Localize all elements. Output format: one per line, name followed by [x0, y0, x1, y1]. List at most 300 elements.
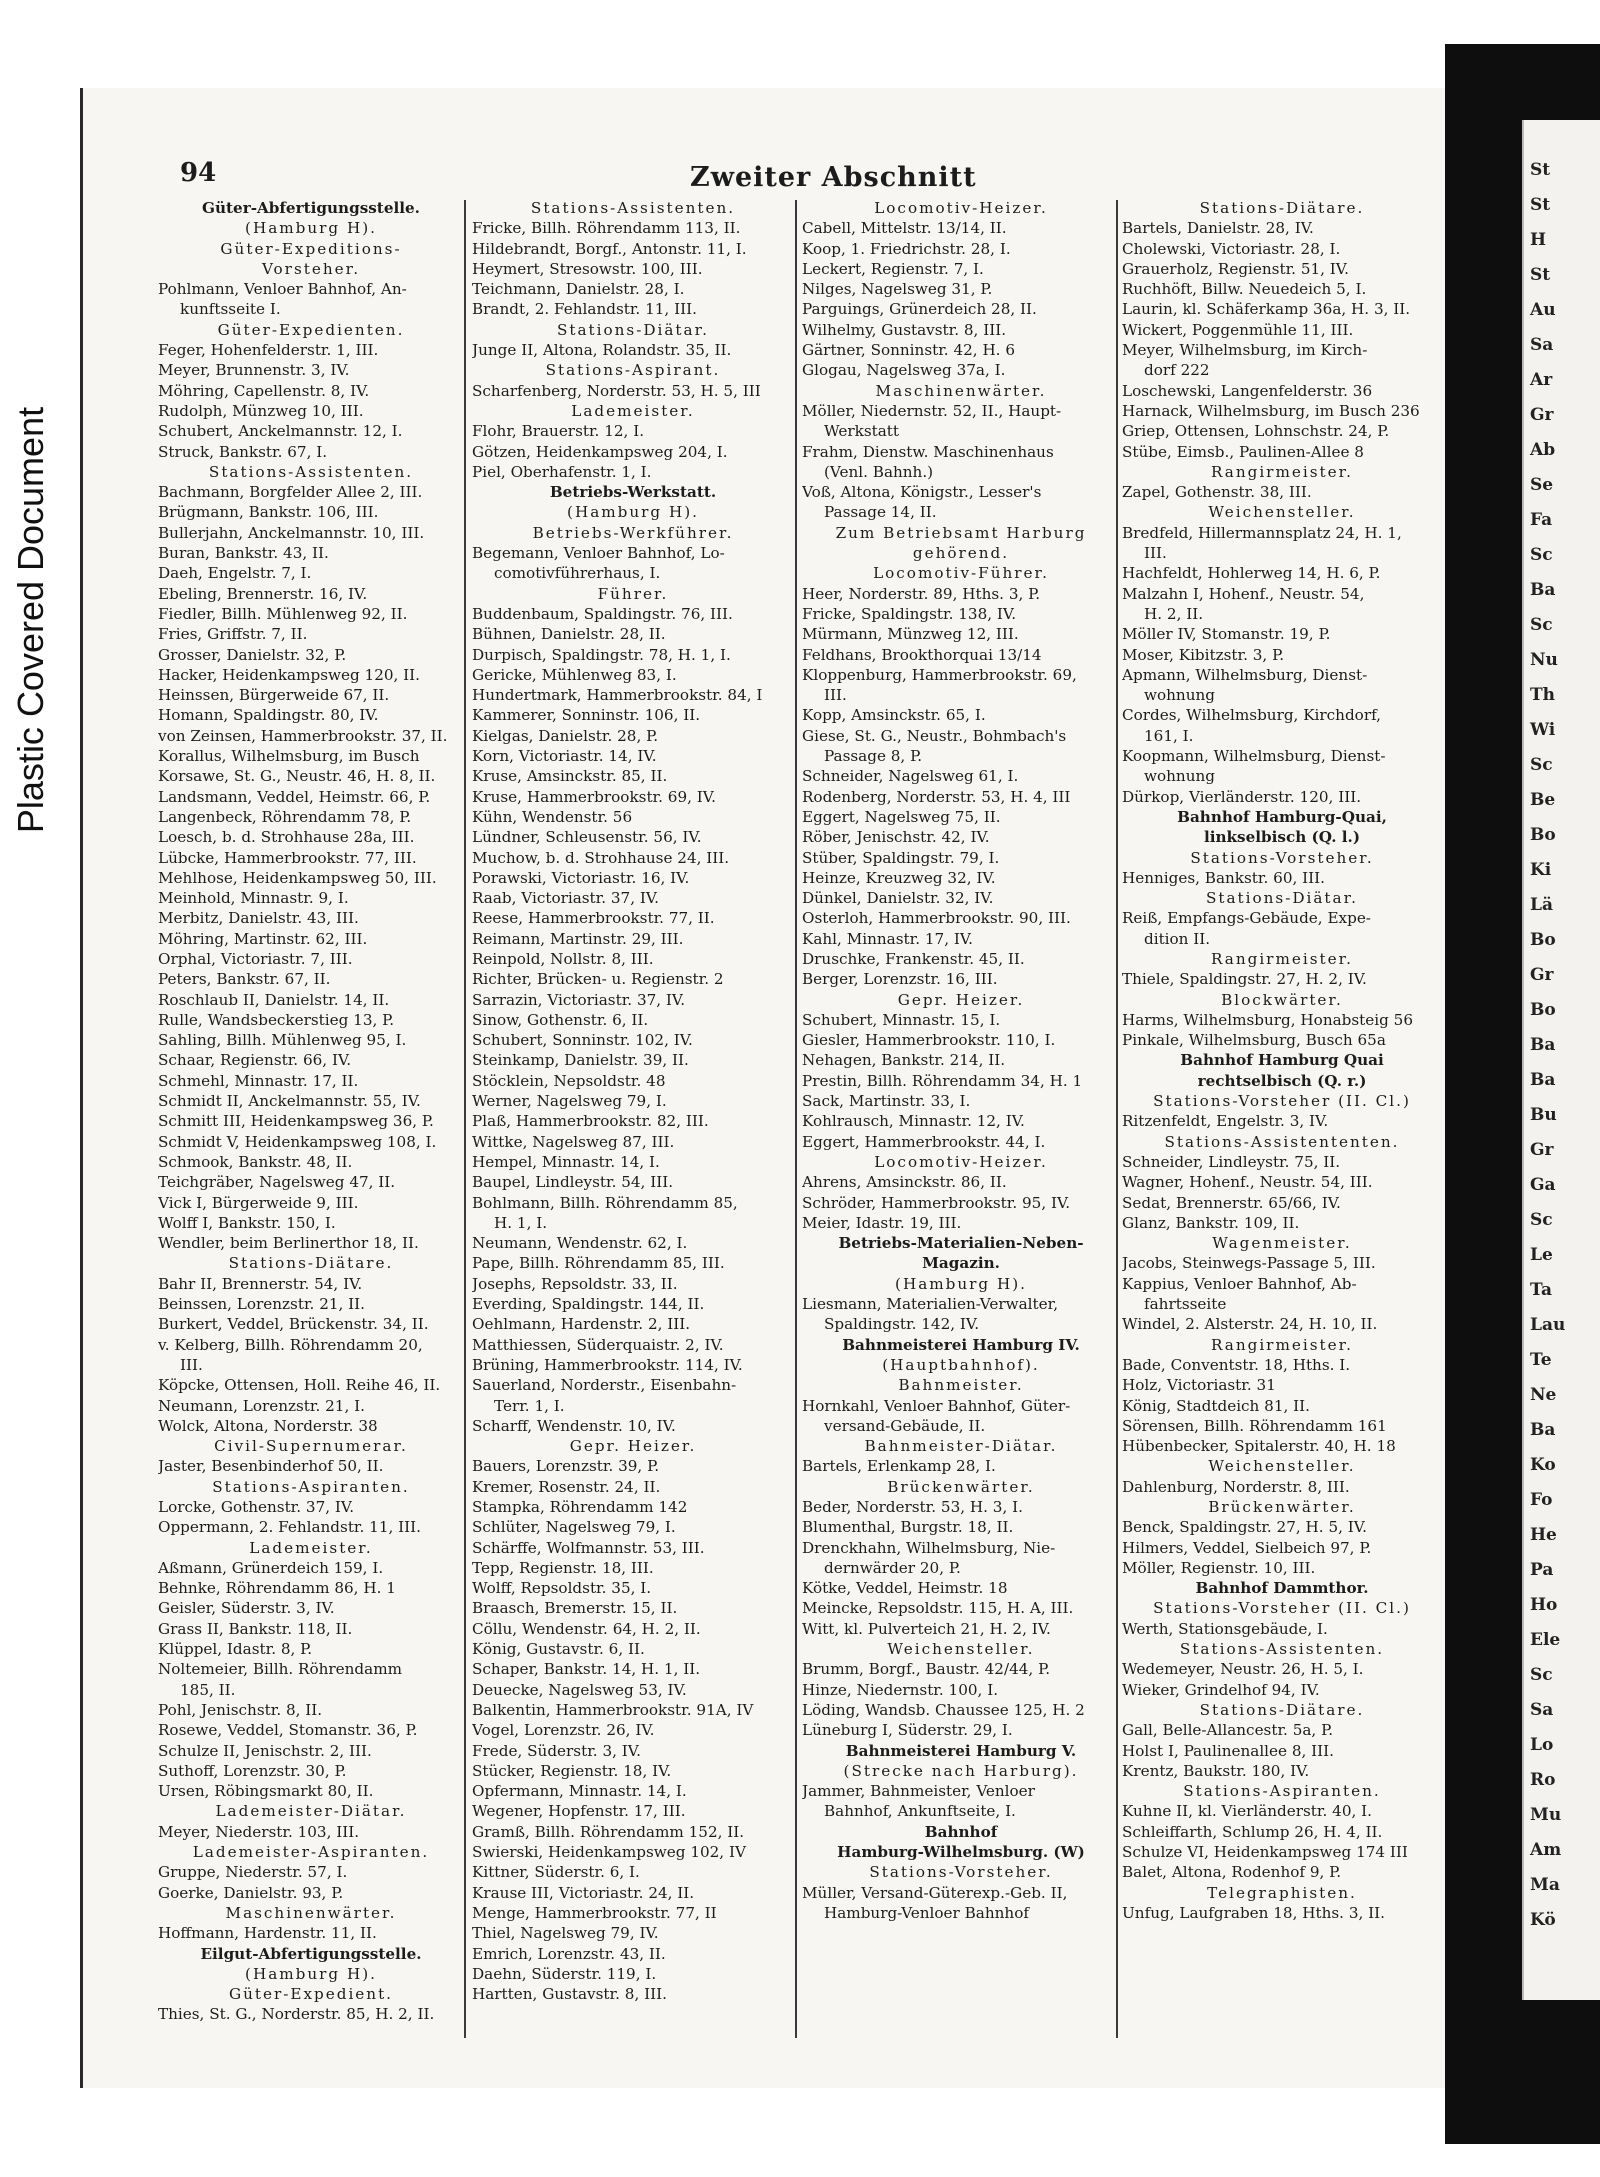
entry-line: Aßmann, Grünerdeich 159, I.	[158, 1558, 384, 1577]
station-heading: Magazin.	[922, 1254, 1000, 1273]
entry-line: Schmidt V, Heidenkampsweg 108, I.	[158, 1132, 437, 1151]
entry-line: Wolck, Altona, Norderstr. 38	[158, 1416, 378, 1435]
entry-line: Feldhans, Brookthorquai 13/14	[802, 645, 1042, 664]
entry-line: Sauerland, Norderstr., Eisenbahn-	[472, 1376, 737, 1395]
next-page-fragment: Sa	[1530, 335, 1554, 355]
entry-line: Unfug, Laufgraben 18, Hths. 3, II.	[1122, 1903, 1385, 1922]
entry-line: Dürkop, Vierländerstr. 120, III.	[1122, 787, 1362, 806]
next-page-fragment: Ab	[1530, 440, 1556, 460]
next-page-fragment: Mu	[1530, 1805, 1562, 1825]
entry-line: Schubert, Minnastr. 15, I.	[802, 1010, 1001, 1029]
entry-line: Frede, Süderstr. 3, IV.	[472, 1741, 641, 1760]
entry-line: Meier, Idastr. 19, III.	[802, 1213, 962, 1232]
entry-line: Sarrazin, Victoriastr. 37, IV.	[472, 990, 686, 1009]
entry-line: Dahlenburg, Norderstr. 8, III.	[1122, 1477, 1350, 1496]
entry-continuation: H. 2, II.	[1144, 604, 1204, 623]
entry-line: Drenckhahn, Wilhelmsburg, Nie-	[802, 1538, 1056, 1557]
next-page-fragment: Ba	[1530, 1420, 1556, 1440]
next-page-fragment: Te	[1530, 1350, 1552, 1370]
next-page-fragment: Pa	[1530, 1560, 1554, 1580]
entry-line: Sack, Martinstr. 33, I.	[802, 1092, 971, 1111]
next-page-fragment: Th	[1530, 685, 1556, 705]
section-heading: Stations-Aspiranten.	[1183, 1782, 1381, 1801]
entry-continuation: III.	[1144, 544, 1167, 563]
next-page-fragment: Ga	[1530, 1175, 1556, 1195]
entry-line: Reese, Hammerbrookstr. 77, II.	[472, 909, 715, 928]
entry-line: Krentz, Baukstr. 180, IV.	[1122, 1761, 1310, 1780]
entry-line: Reinpold, Nollstr. 8, III.	[472, 949, 654, 968]
entry-line: Leckert, Regienstr. 7, I.	[802, 259, 984, 278]
entry-line: Daeh, Engelstr. 7, I.	[158, 564, 312, 583]
entry-line: Schmehl, Minnastr. 17, II.	[158, 1071, 359, 1090]
entry-line: Korsawe, St. G., Neustr. 46, H. 8, II.	[158, 767, 436, 786]
entry-line: Porawski, Victoriastr. 16, IV.	[472, 868, 690, 887]
entry-line: Gärtner, Sonninstr. 42, H. 6	[802, 341, 1016, 360]
entry-line: Kloppenburg, Hammerbrookstr. 69,	[802, 665, 1077, 684]
entry-line: Jammer, Bahnmeister, Venloer	[802, 1782, 1035, 1801]
entry-line: Opfermann, Minnastr. 14, I.	[472, 1782, 687, 1801]
entry-line: Pohl, Jenischstr. 8, II.	[158, 1700, 323, 1719]
entry-line: Hinze, Niedernstr. 100, I.	[802, 1680, 999, 1699]
entry-line: Peters, Bankstr. 67, II.	[158, 970, 331, 989]
entry-line: Burkert, Veddel, Brückenstr. 34, II.	[158, 1315, 429, 1334]
entry-line: Neumann, Wendenstr. 62, I.	[472, 1234, 688, 1253]
next-page-fragment: Fa	[1530, 510, 1553, 530]
entry-line: Blumenthal, Burgstr. 18, II.	[802, 1518, 1014, 1537]
next-page-fragment: Kö	[1530, 1910, 1556, 1930]
text-column-3	[802, 198, 1120, 2038]
section-heading: Bahnmeister-Diätar.	[864, 1437, 1058, 1456]
entry-line: Osterloh, Hammerbrookstr. 90, III.	[802, 909, 1071, 928]
section-heading: Stations-Assistententen.	[1164, 1132, 1400, 1151]
section-heading: Weichensteller.	[887, 1640, 1035, 1659]
entry-line: Glanz, Bankstr. 109, II.	[1122, 1213, 1300, 1232]
entry-line: Schlüter, Nagelsweg 79, I.	[472, 1518, 676, 1537]
entry-line: Kremer, Rosenstr. 24, II.	[472, 1477, 661, 1496]
next-page-fragment: Se	[1530, 475, 1554, 495]
entry-line: Hildebrandt, Borgf., Antonstr. 11, I.	[472, 239, 747, 258]
entry-line: Witt, kl. Pulverteich 21, H. 2, IV.	[802, 1619, 1051, 1638]
next-page-edge	[1522, 120, 1600, 2000]
entry-line: Möller IV, Stomanstr. 19, P.	[1122, 625, 1331, 644]
entry-line: Orphal, Victoriastr. 7, III.	[158, 949, 353, 968]
entry-line: Roschlaub II, Danielstr. 14, II.	[158, 990, 390, 1009]
entry-line: Schaar, Regienstr. 66, IV.	[158, 1051, 352, 1070]
next-page-fragment: Ma	[1530, 1875, 1560, 1895]
entry-line: Kammerer, Sonninstr. 106, II.	[472, 706, 701, 725]
section-heading: Lademeister-Aspiranten.	[192, 1843, 430, 1862]
entry-line: Geisler, Süderstr. 3, IV.	[158, 1599, 335, 1618]
entry-line: Suthoff, Lorenzstr. 30, P.	[158, 1761, 347, 1780]
entry-line: Krause III, Victoriastr. 24, II.	[472, 1883, 695, 1902]
entry-line: Rosewe, Veddel, Stomanstr. 36, P.	[158, 1721, 418, 1740]
entry-continuation: wohnung	[1144, 686, 1215, 705]
entry-line: Buran, Bankstr. 43, II.	[158, 544, 329, 563]
entry-line: Heinssen, Bürgerweide 67, II.	[158, 686, 390, 705]
entry-line: Nehagen, Bankstr. 214, II.	[802, 1051, 1006, 1070]
entry-line: Zapel, Gothenstr. 38, III.	[1122, 483, 1312, 502]
entry-line: Möhring, Martinstr. 62, III.	[158, 929, 368, 948]
entry-line: Hartten, Gustavstr. 8, III.	[472, 1985, 667, 2004]
section-heading: Weichensteller.	[1208, 1457, 1356, 1476]
entry-line: Cordes, Wilhelmsburg, Kirchdorf,	[1122, 706, 1381, 725]
entry-line: Wagner, Hohenf., Neustr. 54, III.	[1122, 1173, 1373, 1192]
entry-line: Jacobs, Steinwegs-Passage 5, III.	[1122, 1254, 1376, 1273]
section-heading: Stations-Vorsteher (II. Cl.)	[1153, 1599, 1411, 1618]
entry-line: Malzahn I, Hohenf., Neustr. 54,	[1122, 584, 1365, 603]
entry-line: Fries, Griffstr. 7, II.	[158, 625, 308, 644]
section-heading: Gepr. Heizer.	[569, 1437, 697, 1456]
entry-line: Gramß, Billh. Röhrendamm 152, II.	[472, 1822, 745, 1841]
entry-line: Schleiffarth, Schlump 26, H. 4, II.	[1122, 1822, 1383, 1841]
entry-line: Feger, Hohenfelderstr. 1, III.	[158, 341, 379, 360]
entry-line: Wedemeyer, Neustr. 26, H. 5, I.	[1122, 1660, 1364, 1679]
entry-line: Kappius, Venloer Bahnhof, Ab-	[1122, 1274, 1357, 1293]
entry-continuation: Passage 14, II.	[824, 503, 937, 522]
entry-line: Bachmann, Borgfelder Allee 2, III.	[158, 483, 423, 502]
section-heading: (Hamburg H).	[895, 1274, 1027, 1293]
section-heading: Locomotiv-Heizer.	[874, 199, 1048, 217]
column-rule	[464, 200, 466, 2038]
entry-line: Werth, Stationsgebäude, I.	[1122, 1619, 1328, 1638]
entry-line: Merbitz, Danielstr. 43, III.	[158, 909, 359, 928]
next-page-fragment: Wi	[1530, 720, 1556, 740]
entry-line: Baupel, Lindleystr. 54, III.	[472, 1173, 674, 1192]
entry-line: Neumann, Lorenzstr. 21, I.	[158, 1396, 365, 1415]
section-heading: Stations-Diätar.	[556, 320, 710, 339]
entry-line: Nilges, Nagelsweg 31, P.	[802, 280, 993, 299]
entry-line: Eggert, Nagelsweg 75, II.	[802, 807, 1001, 826]
entry-line: Beder, Norderstr. 53, H. 3, I.	[802, 1498, 1023, 1516]
section-heading: Locomotiv-Führer.	[873, 564, 1049, 583]
entry-line: Ahrens, Amsinckstr. 86, II.	[802, 1173, 1007, 1192]
station-heading: Bahnhof Dammthor.	[1195, 1579, 1369, 1598]
next-page-fragment: Ele	[1530, 1630, 1561, 1650]
entry-line: Struck, Bankstr. 67, I.	[158, 442, 328, 461]
entry-line: Lorcke, Gothenstr. 37, IV.	[158, 1498, 355, 1516]
section-heading: Wagenmeister.	[1212, 1234, 1352, 1253]
entry-line: Koopmann, Wilhelmsburg, Dienst-	[1122, 747, 1386, 766]
entry-line: Ebeling, Brennerstr. 16, IV.	[158, 584, 368, 603]
entry-line: Braasch, Bremerstr. 15, II.	[472, 1599, 678, 1618]
station-heading: Bahnhof Hamburg-Quai,	[1177, 807, 1387, 826]
section-heading: Stations-Diätare.	[1199, 199, 1365, 217]
section-heading: Locomotiv-Heizer.	[874, 1152, 1048, 1171]
entry-line: Sinow, Gothenstr. 6, II.	[472, 1010, 649, 1029]
next-page-fragment: Gr	[1530, 965, 1554, 985]
entry-line: Balkentin, Hammerbrookstr. 91A, IV	[472, 1700, 754, 1719]
entry-line: Daehn, Süderstr. 119, I.	[472, 1964, 657, 1983]
entry-line: Löding, Wandsb. Chaussee 125, H. 2	[802, 1700, 1085, 1719]
entry-line: Scharfenberg, Norderstr. 53, H. 5, III	[472, 381, 761, 400]
entry-line: Brandt, 2. Fehlandstr. 11, III.	[472, 300, 697, 319]
section-heading: Lademeister.	[249, 1538, 373, 1557]
entry-line: Schmidt II, Anckelmannstr. 55, IV.	[158, 1092, 421, 1111]
entry-line: Möller, Niedernstr. 52, II., Haupt-	[802, 401, 1062, 420]
next-page-fragment: H	[1530, 230, 1547, 250]
section-heading: Vorsteher.	[261, 259, 361, 278]
entry-line: Landsmann, Veddel, Heimstr. 66, P.	[158, 787, 431, 806]
entry-line: Bade, Conventstr. 18, Hths. I.	[1122, 1355, 1351, 1374]
entry-continuation: (Venl. Bahnh.)	[824, 462, 934, 481]
section-heading: Lademeister-Diätar.	[215, 1802, 407, 1821]
entry-line: Parguings, Grünerdeich 28, II.	[802, 300, 1037, 319]
entry-line: Brumm, Borgf., Baustr. 42/44, P.	[802, 1660, 1051, 1679]
entry-line: Korallus, Wilhelmsburg, im Busch	[158, 747, 420, 766]
text-column-4	[1122, 198, 1442, 2038]
next-page-fragment: Am	[1530, 1840, 1562, 1860]
page-number: 94	[180, 158, 217, 188]
entry-line: Buddenbaum, Spaldingstr. 76, III.	[472, 604, 733, 623]
running-head: Zweiter Abschnitt	[690, 162, 977, 193]
section-heading: Stations-Diätar.	[1205, 889, 1359, 908]
section-heading: Zum Betriebsamt Harburg	[835, 523, 1087, 542]
entry-line: Oppermann, 2. Fehlandstr. 11, III.	[158, 1518, 421, 1537]
next-page-fragment: Gr	[1530, 1140, 1554, 1160]
entry-line: Menge, Hammerbrookstr. 77, II	[472, 1903, 717, 1922]
station-heading: Bahnhof Hamburg Quai	[1180, 1051, 1384, 1070]
next-page-fragment: Bo	[1530, 825, 1556, 845]
entry-line: Plaß, Hammerbrookstr. 82, III.	[472, 1112, 709, 1131]
entry-line: Cholewski, Victoriastr. 28, I.	[1122, 239, 1341, 258]
entry-line: Stöcklein, Nepsoldstr. 48	[472, 1071, 666, 1090]
next-page-fragment: Bu	[1530, 1105, 1557, 1125]
entry-line: Meinhold, Minnastr. 9, I.	[158, 889, 349, 908]
next-page-fragment: Lau	[1530, 1315, 1566, 1335]
next-page-fragment: Fo	[1530, 1490, 1553, 1510]
entry-line: Langenbeck, Röhrendamm 78, P.	[158, 807, 412, 826]
entry-line: Brüning, Hammerbrookstr. 114, IV.	[472, 1355, 743, 1374]
next-page-fragment: St	[1530, 265, 1551, 285]
next-page-fragment: St	[1530, 195, 1551, 215]
entry-line: Oehlmann, Hardenstr. 2, III.	[472, 1315, 691, 1334]
next-page-fragment: Ne	[1530, 1385, 1557, 1405]
entry-continuation: III.	[180, 1355, 203, 1374]
entry-line: Werner, Nagelsweg 79, I.	[472, 1092, 667, 1111]
section-heading: Rangirmeister.	[1210, 1335, 1353, 1354]
entry-line: Wilhelmy, Gustavstr. 8, III.	[802, 320, 1007, 339]
entry-line: v. Kelberg, Billh. Röhrendamm 20,	[158, 1335, 423, 1354]
entry-line: Bohlmann, Billh. Röhrendamm 85,	[472, 1193, 738, 1212]
entry-line: Stampka, Röhrendamm 142	[472, 1498, 688, 1516]
entry-line: Druschke, Frankenstr. 45, II.	[802, 949, 1025, 968]
entry-line: Bahr II, Brennerstr. 54, IV.	[158, 1274, 363, 1293]
entry-line: Giesler, Hammerbrookstr. 110, I.	[802, 1031, 1056, 1050]
text-column-2	[472, 198, 794, 2038]
entry-line: Behnke, Röhrendamm 86, H. 1	[158, 1579, 396, 1598]
entry-line: Henniges, Bankstr. 60, III.	[1122, 868, 1325, 887]
entry-line: Thies, St. G., Norderstr. 85, H. 2, II.	[158, 2005, 435, 2024]
entry-line: Schulze II, Jenischstr. 2, III.	[158, 1741, 372, 1760]
entry-line: Bartels, Erlenkamp 28, I.	[802, 1457, 996, 1476]
next-page-fragment: Nu	[1530, 650, 1558, 670]
entry-line: Kopp, Amsinckstr. 65, I.	[802, 706, 986, 725]
entry-line: Brügmann, Bankstr. 106, III.	[158, 503, 379, 522]
section-heading: Bahnmeister.	[898, 1376, 1024, 1395]
section-heading: Güter-Expedient.	[228, 1985, 394, 2004]
entry-continuation: kunftsseite I.	[180, 300, 281, 319]
section-heading: gehörend.	[912, 544, 1010, 563]
section-heading: Stations-Vorsteher (II. Cl.)	[1153, 1092, 1411, 1111]
section-heading: Civil-Supernumerar.	[214, 1437, 408, 1456]
entry-line: Kruse, Amsinckstr. 85, II.	[472, 767, 668, 786]
entry-continuation: Terr. 1, I.	[494, 1396, 565, 1415]
entry-line: Balet, Altona, Rodenhof 9, P.	[1122, 1863, 1342, 1882]
next-page-fragment: Be	[1530, 790, 1556, 810]
entry-line: Frahm, Dienstw. Maschinenhaus	[802, 442, 1054, 461]
entry-line: Hilmers, Veddel, Sielbeich 97, P.	[1122, 1538, 1372, 1557]
entry-line: Heinze, Kreuzweg 32, IV.	[802, 868, 996, 887]
entry-line: Schubert, Sonninstr. 102, IV.	[472, 1031, 693, 1050]
entry-line: Meyer, Wilhelmsburg, im Kirch-	[1122, 341, 1368, 360]
entry-line: Fiedler, Billh. Mühlenweg 92, II.	[158, 604, 408, 623]
entry-line: Wegener, Hopfenstr. 17, III.	[472, 1802, 686, 1821]
entry-line: von Zeinsen, Hammerbrookstr. 37, II.	[158, 726, 448, 745]
section-heading: Maschinenwärter.	[875, 381, 1047, 400]
entry-line: Müller, Versand-Güterexp.-Geb. II,	[802, 1883, 1068, 1902]
entry-line: Grauerholz, Regienstr. 51, IV.	[1122, 259, 1349, 278]
entry-continuation: dorf 222	[1144, 361, 1210, 380]
section-heading: Stations-Assistenten.	[1179, 1640, 1385, 1659]
entry-line: Heer, Norderstr. 89, Hths. 3, P.	[802, 584, 1041, 603]
entry-line: Stücker, Regienstr. 18, IV.	[472, 1761, 672, 1780]
section-heading: Telegraphisten.	[1207, 1883, 1357, 1902]
next-page-fragment: Ba	[1530, 580, 1556, 600]
next-page-fragment: He	[1530, 1525, 1557, 1545]
entry-line: Gall, Belle-Allancestr. 5a, P.	[1122, 1721, 1334, 1740]
entry-line: Loschewski, Langenfelderstr. 36	[1122, 381, 1373, 400]
entry-line: Kohlrausch, Minnastr. 12, IV.	[802, 1112, 1025, 1131]
entry-line: Hundertmark, Hammerbrookstr. 84, I	[472, 686, 763, 705]
section-heading: Stations-Diätare.	[228, 1254, 394, 1273]
entry-line: Wendler, beim Berlinerthor 18, II.	[158, 1234, 419, 1253]
entry-line: Laurin, kl. Schäferkamp 36a, H. 3, II.	[1122, 300, 1411, 319]
entry-continuation: Spaldingstr. 142, IV.	[824, 1315, 980, 1334]
entry-line: Schulze VI, Heidenkampsweg 174 III	[1122, 1843, 1408, 1862]
entry-continuation: fahrtsseite	[1144, 1295, 1227, 1314]
entry-line: Deuecke, Nagelsweg 53, IV.	[472, 1680, 687, 1699]
section-heading: Stations-Assistenten.	[208, 462, 414, 481]
entry-line: Schaper, Bankstr. 14, H. 1, II.	[472, 1660, 701, 1679]
entry-line: Bullerjahn, Anckelmannstr. 10, III.	[158, 523, 425, 542]
entry-continuation: dernwärder 20, P.	[824, 1558, 961, 1577]
entry-line: Lübcke, Hammerbrookstr. 77, III.	[158, 848, 417, 867]
entry-line: Mürmann, Münzweg 12, III.	[802, 625, 1019, 644]
entry-line: Kühn, Wendenstr. 56	[472, 807, 633, 826]
entry-line: Berger, Lorenzstr. 16, III.	[802, 970, 998, 989]
entry-line: Matthiessen, Süderquaistr. 2, IV.	[472, 1335, 724, 1354]
entry-line: Thiele, Spaldingstr. 27, H. 2, IV.	[1122, 970, 1367, 989]
entry-line: Sahling, Billh. Mühlenweg 95, I.	[158, 1031, 407, 1050]
section-heading: Brückenwärter.	[887, 1477, 1035, 1496]
next-page-fragment: Ro	[1530, 1770, 1556, 1790]
section-heading: Stations-Vorsteher.	[1190, 848, 1374, 867]
entry-continuation: H. 1, I.	[494, 1213, 548, 1232]
next-page-fragment: Ho	[1530, 1595, 1558, 1615]
next-page-fragment: Ta	[1530, 1280, 1553, 1300]
entry-continuation: Bahnhof, Ankunftseite, I.	[824, 1802, 1016, 1821]
next-page-fragment: Bo	[1530, 1000, 1556, 1020]
entry-line: Cöllu, Wendenstr. 64, H. 2, II.	[472, 1619, 701, 1638]
next-page-fragment: Ko	[1530, 1455, 1556, 1475]
entry-line: Meincke, Repsoldstr. 115, H. A, III.	[802, 1599, 1074, 1618]
entry-line: Stüber, Spaldingstr. 79, I.	[802, 848, 1000, 867]
section-heading: Güter-Expedienten.	[217, 320, 405, 339]
station-heading: rechtselbisch (Q. r.)	[1197, 1071, 1367, 1090]
next-page-fragment: Gr	[1530, 405, 1554, 425]
entry-line: Liesmann, Materialien-Verwalter,	[802, 1295, 1059, 1314]
entry-line: Pape, Billh. Röhrendamm 85, III.	[472, 1254, 725, 1273]
section-heading: Blockwärter.	[1221, 990, 1343, 1009]
entry-line: Raab, Victoriastr. 37, IV.	[472, 889, 660, 908]
section-heading: Rangirmeister.	[1210, 462, 1353, 481]
entry-line: Wolff I, Bankstr. 150, I.	[158, 1213, 336, 1232]
entry-line: Griep, Ottensen, Lohnschstr. 24, P.	[1122, 422, 1390, 441]
entry-line: Steinkamp, Danielstr. 39, II.	[472, 1051, 689, 1070]
entry-line: Pohlmann, Venloer Bahnhof, An-	[158, 280, 407, 299]
next-page-fragment: Sc	[1530, 545, 1553, 565]
entry-continuation: Passage 8, P.	[824, 747, 923, 766]
entry-line: Windel, 2. Alsterstr. 24, H. 10, II.	[1122, 1315, 1378, 1334]
entry-line: Piel, Oberhafenstr. 1, I.	[472, 462, 652, 481]
entry-line: Kuhne II, kl. Vierländerstr. 40, I.	[1122, 1802, 1372, 1821]
column-rule	[795, 200, 797, 2038]
entry-line: Wolff, Repsoldstr. 35, I.	[472, 1579, 652, 1598]
entry-line: Fricke, Spaldingstr. 138, IV.	[802, 604, 1017, 623]
entry-line: Röber, Jenischstr. 42, IV.	[802, 828, 990, 847]
entry-line: König, Stadtdeich 81, II.	[1122, 1396, 1310, 1415]
entry-line: Harms, Wilhelmsburg, Honabsteig 56	[1122, 1010, 1413, 1029]
side-band	[0, 0, 62, 2177]
entry-line: Schmitt III, Heidenkampsweg 36, P.	[158, 1112, 434, 1131]
entry-line: Teichmann, Danielstr. 28, I.	[472, 280, 685, 299]
next-page-fragment: Le	[1530, 1245, 1553, 1265]
entry-line: Rulle, Wandsbeckerstieg 13, P.	[158, 1010, 395, 1029]
entry-line: Bauers, Lorenzstr. 39, P.	[472, 1457, 660, 1476]
entry-line: Dünkel, Danielstr. 32, IV.	[802, 889, 994, 908]
entry-line: Prestin, Billh. Röhrendamm 34, H. 1	[802, 1071, 1083, 1090]
next-page-fragment: Sc	[1530, 1665, 1553, 1685]
entry-line: Flohr, Brauerstr. 12, I.	[472, 422, 645, 441]
section-heading: Stations-Assistenten.	[530, 199, 736, 217]
entry-line: Schärffe, Wolfmannstr. 53, III.	[472, 1538, 705, 1557]
station-heading: linkselbisch (Q. l.)	[1203, 828, 1361, 847]
entry-line: Cabell, Mittelstr. 13/14, II.	[802, 219, 1007, 238]
entry-line: Vogel, Lorenzstr. 26, IV.	[472, 1721, 655, 1740]
section-heading: (Strecke nach Harburg).	[843, 1761, 1079, 1780]
entry-line: Mehlhose, Heidenkampsweg 50, III.	[158, 868, 437, 887]
section-heading: Führer.	[597, 584, 669, 603]
entry-continuation: 185, II.	[180, 1680, 236, 1699]
section-heading: Güter-Expeditions-	[220, 239, 402, 258]
entry-continuation: dition II.	[1144, 929, 1211, 948]
next-page-fragment: Sa	[1530, 1700, 1554, 1720]
entry-line: Korn, Victoriastr. 14, IV.	[472, 747, 657, 766]
section-heading: (Hamburg H).	[245, 1964, 377, 1983]
entry-line: Kittner, Süderstr. 6, I.	[472, 1863, 640, 1882]
entry-line: Wittke, Nagelsweg 87, III.	[472, 1132, 675, 1151]
entry-line: Begemann, Venloer Bahnhof, Lo-	[472, 544, 725, 563]
entry-line: Thiel, Nagelsweg 79, IV.	[472, 1924, 659, 1943]
entry-line: König, Gustavstr. 6, II.	[472, 1640, 645, 1659]
entry-line: Hempel, Minnastr. 14, I.	[472, 1152, 660, 1171]
entry-line: Kötke, Veddel, Heimstr. 18	[802, 1579, 1008, 1598]
station-heading: Bahnmeisterei Hamburg V.	[845, 1741, 1077, 1760]
entry-line: Hacker, Heidenkampsweg 120, II.	[158, 665, 421, 684]
entry-line: Stübe, Eimsb., Paulinen-Allee 8	[1122, 442, 1364, 461]
entry-line: Heymert, Stresowstr. 100, III.	[472, 259, 703, 278]
entry-line: Goerke, Danielstr. 93, P.	[158, 1883, 344, 1902]
